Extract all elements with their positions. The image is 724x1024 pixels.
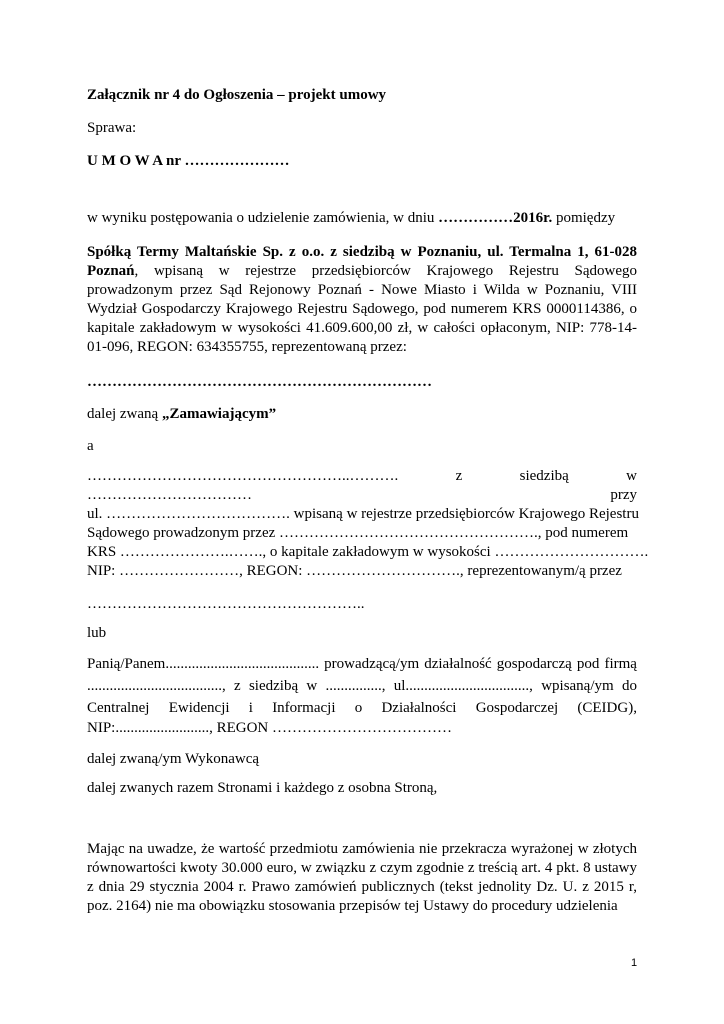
party3-row3-part: Ewidencji — [168, 700, 230, 716]
party1-description: , wpisaną w rejestrze przedsiębiorców Krajowego Rejestru Sądowego prowadzonym przez Sąd Rejonowy Poznań - Nowe Miasto i Wilda w Poznaniu, VIII Wydział Gospodarczy Krajowego Rejestru Sądowego, pod numerem KRS 0000114386, o kapitale zakładowym w wysokości 41.609.600,00 zł, w całości opłaconym, NIP: 778-14-01-096, REGON: 634355755, reprezentowaną przez: — [87, 263, 637, 355]
case-label: Sprawa: — [87, 120, 137, 136]
party2-row2 — [87, 486, 637, 505]
party3-row3 — [87, 699, 637, 718]
party3-row1-part: działalność — [424, 656, 492, 672]
intro-line — [87, 209, 615, 228]
intro-end: pomiędzy — [552, 210, 616, 226]
party3-row3-part: Informacji — [272, 700, 336, 716]
called-name: „Zamawiającym” — [161, 406, 277, 422]
contract-number: U M O W A nr ………………… — [87, 153, 290, 169]
party2-row1 — [87, 467, 637, 486]
party3-row2-part: z — [234, 678, 241, 694]
party3-row1-part: firmą — [604, 656, 637, 672]
party3-row2-part: ...................................., — [87, 678, 226, 694]
closing-paragraph: Mając na uwadze, że wartość przedmiotu zamówienia nie przekracza wyrażonej w złotych równowartości kwoty 30.000 euro, w związku z czym zgodnie z treścią art. 4 pkt. 8 ustawy z dnia 29 stycznia 2004 r. Prawo zamówień publicznych (tekst jednolity Dz. U. z 2015 r, poz. 2164) nie ma obowiązku stosowania przepisów tej Ustawy do procedury udzielenia — [87, 841, 637, 914]
party3-row1 — [87, 655, 637, 674]
party2-row3: ul. ………………………………. wpisaną w rejestrze przedsiębiorców Krajowego Rejestru — [87, 506, 639, 522]
party3-row2-part: siedzibą — [248, 678, 299, 694]
party2-row1-part: ……………………………………………..………. — [87, 468, 399, 484]
party1-paragraph — [87, 243, 637, 357]
party3-row3-part: o — [354, 700, 363, 716]
party3-row1-part: prowadzącą/ym — [324, 656, 420, 672]
party3-row1-part: gospodarczą — [496, 656, 572, 672]
intro-text: w wyniku postępowania o udzielenie zamówienia, w dniu — [87, 210, 439, 226]
contractor-called: dalej zwaną/ym Wykonawcą — [87, 751, 260, 767]
party2-representative-dots: ……………………………………………….. — [87, 596, 365, 612]
conjunction-a: a — [87, 438, 94, 454]
party3-row3-part: Centralnej — [87, 700, 150, 716]
party3-row2-part: ul................................., — [393, 678, 533, 694]
conjunction-lub: lub — [87, 625, 107, 641]
party3-row3-part: (CEIDG), — [577, 700, 637, 716]
parties-called: dalej zwanych razem Stronami i każdego z osobna Stroną, — [87, 780, 438, 796]
party2-row4: Sądowego prowadzonym przez ……………………………………………., pod numerem — [87, 525, 629, 541]
party3-row4: NIP:........................., REGON ……………………………… — [87, 720, 453, 736]
intro-date: ……………2016r. — [438, 210, 553, 226]
party1-name: Spółką Termy Maltańskie Sp. z o.o. z siedzibą w Poznaniu, ul. Termalna 1, 61-028 Poznań — [87, 244, 637, 279]
party2-row1-part: z — [455, 468, 463, 484]
party3-row2-part: wpisaną/ym — [541, 678, 614, 694]
party2-row1-part: siedzibą — [519, 468, 569, 484]
party3-row3-part: i — [248, 700, 253, 716]
party3-row3-part: Działalności — [381, 700, 457, 716]
party2-row1-part: w — [626, 468, 637, 484]
party1-called — [87, 405, 276, 424]
party3-row2-part: w — [306, 678, 318, 694]
party3-row1-part: pod — [576, 656, 600, 672]
party3-row1-part: Panią/Panem......................................... — [87, 656, 320, 672]
party2-row6: NIP: ……………………, REGON: …………………………., reprezentowanym/ą przez — [87, 563, 622, 579]
party3-row2-part: do — [621, 678, 637, 694]
document-title: Załącznik nr 4 do Ogłoszenia – projekt umowy — [87, 87, 387, 103]
party3-row2 — [87, 677, 637, 696]
party2-row2-part: przy — [610, 487, 637, 503]
party3-row3-part: Gospodarczej — [475, 700, 559, 716]
page-number: 1 — [631, 957, 638, 969]
party2-row5: KRS ………………….……., o kapitale zakładowym w wysokości …………………………. — [87, 544, 649, 560]
called-prefix: dalej zwaną — [87, 406, 162, 422]
party2-row2-part: …………………………… — [87, 487, 252, 503]
party1-representative-dots: …………………………………………………………… — [87, 374, 432, 390]
party3-row2-part: ..............., — [325, 678, 386, 694]
